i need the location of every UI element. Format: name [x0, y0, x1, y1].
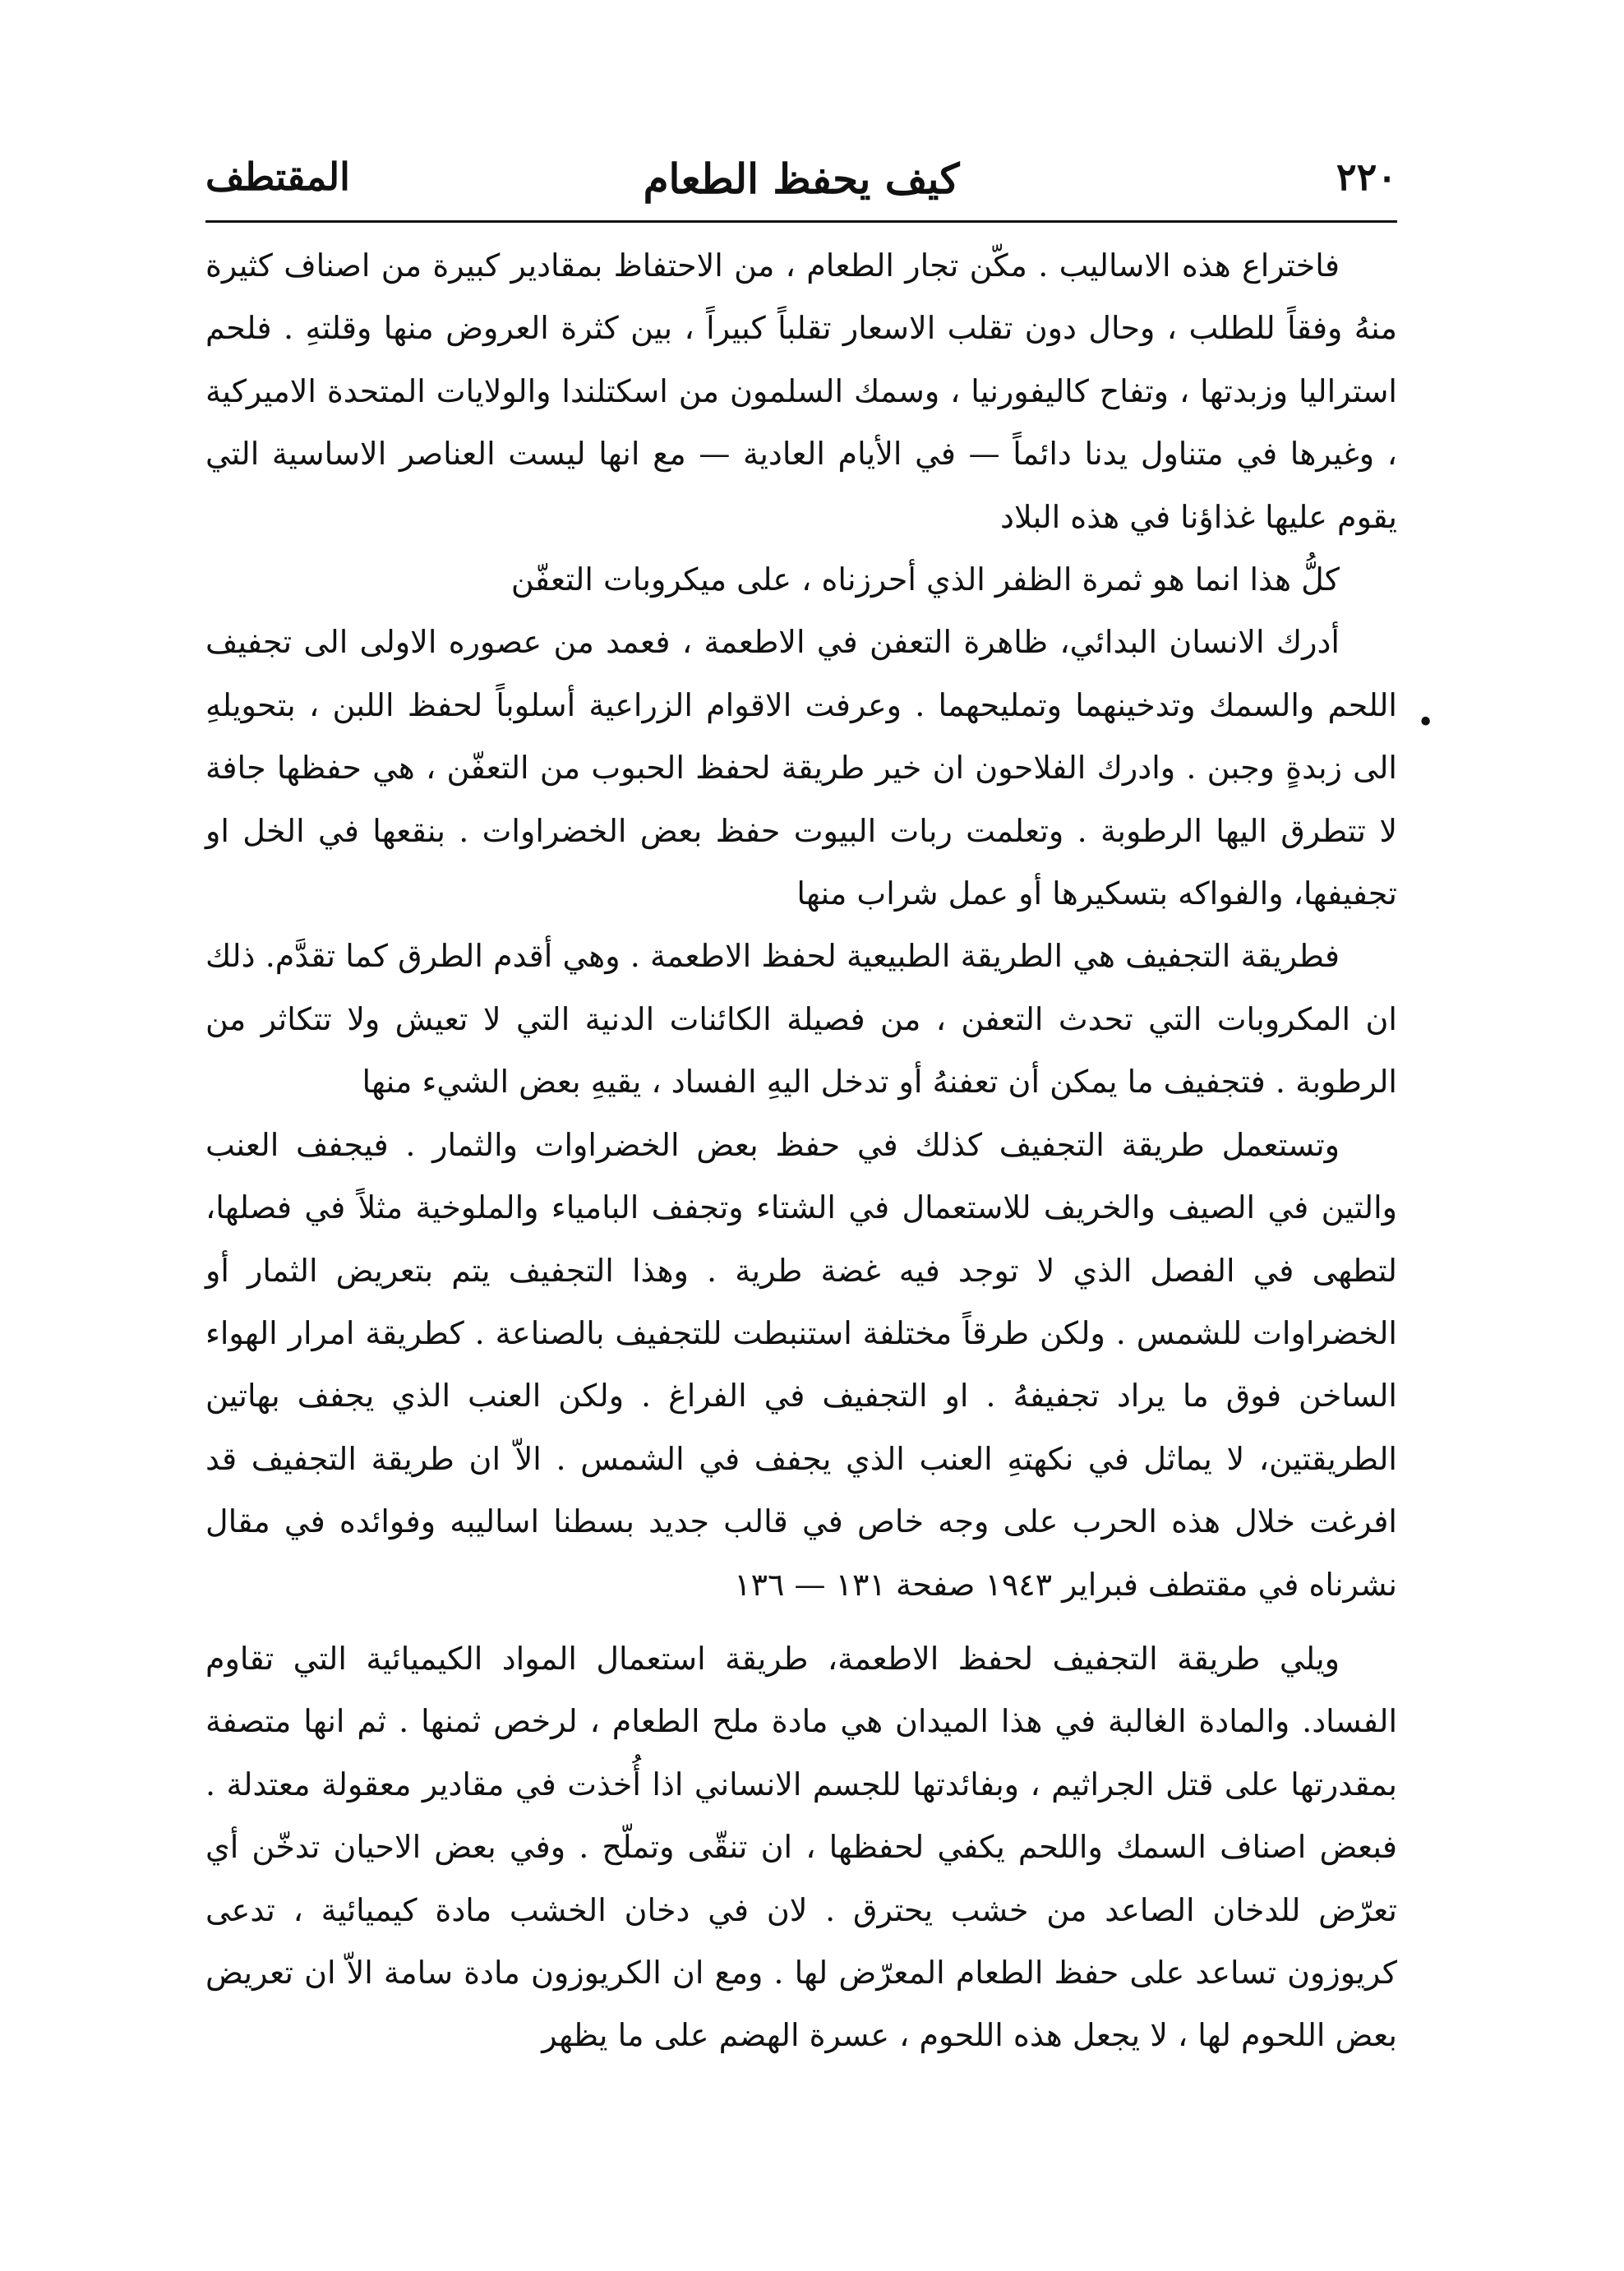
paragraph-5: وتستعمل طريقة التجفيف كذلك في حفظ بعض الخضراوات والثمار . فيجفف العنب والتين في الصيف والخريف للاستعمال في الشتاء وتجفف البامياء والملوخية مثلاً في فصلها، لتطهى في الفصل الذي لا توجد فيه غضة طرية . وهذا التجفيف يتم بتعريض الثمار أو الخضراوات للشمس . ولكن طرقاً مختلفة استنبطت للتجفيف بالصناعة . كطريقة امرار الهواء الساخن فوق ما يراد تجفيفهُ . او التجفيف في الفراغ . ولكن العنب الذي يجفف بهاتين الطريقتين، لا يماثل في نكهتهِ العنب الذي يجفف في الشمس . الاّ ان طريقة التجفيف قد افرغت خلال هذه الحرب على وجه خاص في قالب جديد بسطنا اساليبه وفوائده في مقال نشرناه في مقتطف فبراير ١٩٤٣ صفحة ١٣١ — ١٣٦: [205, 1126, 1397, 1603]
running-header: [205, 155, 1397, 212]
paragraph-4: فطريقة التجفيف هي الطريقة الطبيعية لحفظ الاطعمة . وهي أقدم الطرق كما تقدَّم. ذلك ان المكروبات التي تحدث التعفن ، من فصيلة الكائنات الدنية التي لا تعيش ولا تتكاثر من الرطوبة . فتجفيف ما يمكن أن تعفنهُ أو تدخل اليهِ الفساد ، يقيهِ بعض الشيء منها: [205, 938, 1397, 1101]
page-title: كيف يحفظ الطعام: [643, 155, 960, 203]
article-body: [205, 234, 1397, 2067]
margin-mark: •: [1417, 706, 1435, 740]
journal-name: المقتطف: [205, 155, 350, 199]
header-rule: [205, 220, 1397, 223]
paragraph-1: فاختراع هذه الاساليب . مكّن تجار الطعام ، من الاحتفاظ بمقادير كبيرة من اصناف كثيرة منهُ وفقاً للطلب ، وحال دون تقلب الاسعار تقلباً كبيراً ، بين كثرة العروض منها وقلتهِ . فلحم استراليا وزبدتها ، وتفاح كاليفورنيا ، وسمك السلمون من اسكتلندا والولايات المتحدة الاميركية ، وغيرها في متناول يدنا دائماً — في الأيام العادية — مع انها ليست العناصر الاساسية التي يقوم عليها غذاؤنا في هذه البلاد: [205, 247, 1397, 535]
page-number: ٢٢٠: [1336, 155, 1397, 199]
paragraph-3: أدرك الانسان البدائي، ظاهرة التعفن في الاطعمة ، فعمد من عصوره الاولى الى تجفيف اللحم والسمك وتدخينهما وتمليحهما . وعرفت الاقوام الزراعية أسلوباً لحفظ اللبن ، بتحويلهِ الى زبدةٍ وجبن . وادرك الفلاحون ان خير طريقة لحفظ الحبوب من التعفّن ، هي حفظها جافة لا تتطرق اليها الرطوبة . وتعلمت ربات البيوت حفظ بعض الخضراوات . بنقعها في الخل او تجفيفها، والفواكه بتسكيرها أو عمل شراب منها: [205, 624, 1397, 912]
paragraph-2: كلُّ هذا انما هو ثمرة الظفر الذي أحرزناه ، على ميكروبات التعفّن: [510, 561, 1340, 598]
paragraph-6: ويلي طريقة التجفيف لحفظ الاطعمة، طريقة استعمال المواد الكيميائية التي تقاوم الفساد. والمادة الغالبة في هذا الميدان هي مادة ملح الطعام ، لرخص ثمنها . ثم انها متصفة بمقدرتها على قتل الجراثيم ، وبفائدتها للجسم الانساني اذا أُخذت في مقادير معقولة معتدلة . فبعض اصناف السمك واللحم يكفي لحفظها ، ان تنقّى وتملّح . وفي بعض الاحيان تدخّن أي تعرّض للدخان الصاعد من خشب يحترق . لان في دخان الخشب مادة كيميائية ، تدعى كريوزون تساعد على حفظ الطعام المعرّض لها . ومع ان الكريوزون مادة سامة الاّ ان تعريض بعض اللحوم لها ، لا يجعل هذه اللحوم ، عسرة الهضم على ما يظهر: [205, 1640, 1397, 2054]
